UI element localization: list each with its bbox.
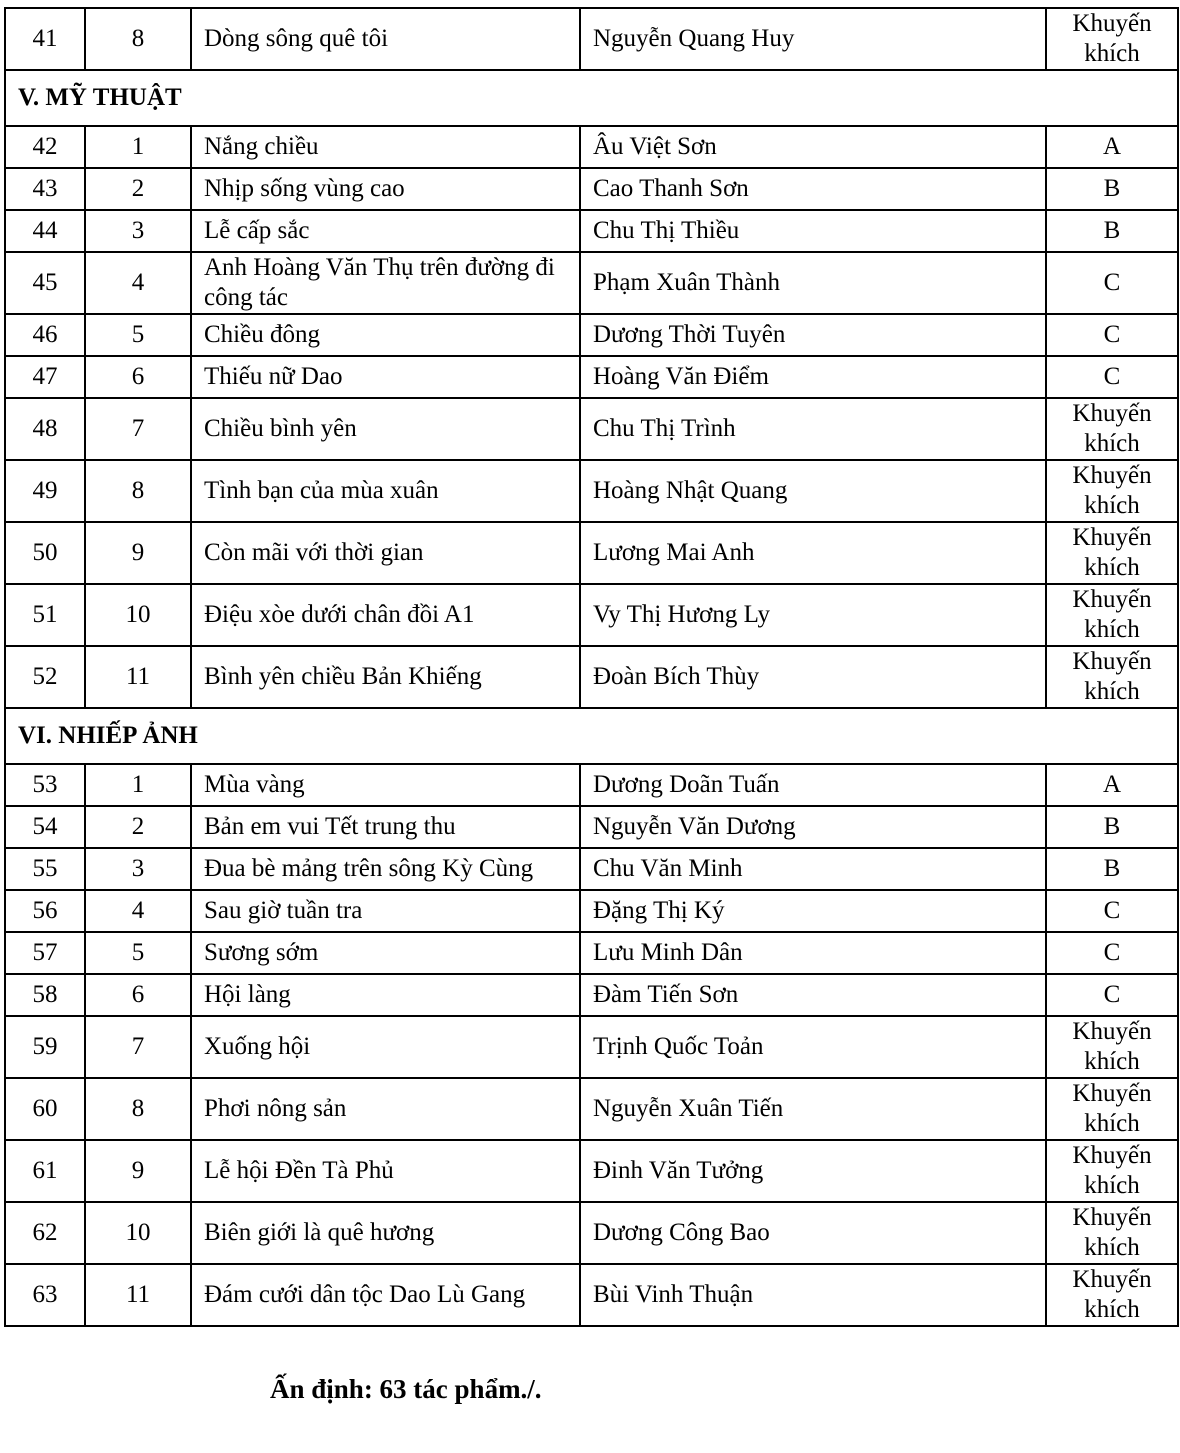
work-title-cell: Dòng sông quê tôi (191, 8, 580, 70)
author-name-cell: Đinh Văn Tưởng (580, 1140, 1046, 1202)
row-index-cell: 49 (5, 460, 85, 522)
row-index-cell: 42 (5, 126, 85, 168)
award-cell: C (1046, 356, 1178, 398)
section-number-cell: 6 (85, 974, 191, 1016)
section-number-cell: 1 (85, 126, 191, 168)
award-cell: C (1046, 890, 1178, 932)
section-header: VI. NHIẾP ẢNH (5, 708, 1178, 764)
row-index-cell: 46 (5, 314, 85, 356)
award-cell: Khuyến khích (1046, 1016, 1178, 1078)
award-cell: Khuyến khích (1046, 1078, 1178, 1140)
table-row (5, 848, 1178, 890)
table-row (5, 806, 1178, 848)
section-number-cell: 3 (85, 848, 191, 890)
award-cell: Khuyến khích (1046, 1202, 1178, 1264)
table-row (5, 210, 1178, 252)
section-number-cell: 10 (85, 584, 191, 646)
author-name-cell: Nguyễn Quang Huy (580, 8, 1046, 70)
section-number-cell: 8 (85, 460, 191, 522)
work-title-cell: Nhịp sống vùng cao (191, 168, 580, 210)
author-name-cell: Âu Việt Sơn (580, 126, 1046, 168)
section-number-cell: 8 (85, 8, 191, 70)
table-row (5, 126, 1178, 168)
work-title-cell: Thiếu nữ Dao (191, 356, 580, 398)
row-index-cell: 44 (5, 210, 85, 252)
row-index-cell: 51 (5, 584, 85, 646)
work-title-cell: Lễ hội Đền Tà Phủ (191, 1140, 580, 1202)
work-title-cell: Mùa vàng (191, 764, 580, 806)
author-name-cell: Trịnh Quốc Toản (580, 1016, 1046, 1078)
section-number-cell: 1 (85, 764, 191, 806)
section-header-row (5, 70, 1178, 126)
row-index-cell: 61 (5, 1140, 85, 1202)
row-index-cell: 63 (5, 1264, 85, 1326)
table-row (5, 356, 1178, 398)
work-title-cell: Điệu xòe dưới chân đồi A1 (191, 584, 580, 646)
author-name-cell: Nguyễn Xuân Tiến (580, 1078, 1046, 1140)
table-row (5, 8, 1178, 70)
author-name-cell: Nguyễn Văn Dương (580, 806, 1046, 848)
section-number-cell: 11 (85, 1264, 191, 1326)
total-works-note: Ấn định: 63 tác phẩm./. (270, 1374, 542, 1404)
table-row (5, 398, 1178, 460)
award-cell: Khuyến khích (1046, 398, 1178, 460)
award-cell: Khuyến khích (1046, 646, 1178, 708)
table-row (5, 522, 1178, 584)
award-cell: Khuyến khích (1046, 584, 1178, 646)
work-title-cell: Anh Hoàng Văn Thụ trên đường đi công tác (191, 252, 580, 314)
award-cell: Khuyến khích (1046, 1140, 1178, 1202)
author-name-cell: Hoàng Văn Điểm (580, 356, 1046, 398)
row-index-cell: 62 (5, 1202, 85, 1264)
work-title-cell: Bản em vui Tết trung thu (191, 806, 580, 848)
table-row (5, 646, 1178, 708)
table-row (5, 890, 1178, 932)
section-number-cell: 9 (85, 1140, 191, 1202)
author-name-cell: Đàm Tiến Sơn (580, 974, 1046, 1016)
work-title-cell: Bình yên chiều Bản Khiếng (191, 646, 580, 708)
table-row (5, 1140, 1178, 1202)
row-index-cell: 58 (5, 974, 85, 1016)
table-row (5, 314, 1178, 356)
section-number-cell: 4 (85, 890, 191, 932)
row-index-cell: 59 (5, 1016, 85, 1078)
row-index-cell: 41 (5, 8, 85, 70)
award-cell: Khuyến khích (1046, 1264, 1178, 1326)
author-name-cell: Hoàng Nhật Quang (580, 460, 1046, 522)
section-header: V. MỸ THUẬT (5, 70, 1178, 126)
author-name-cell: Đoàn Bích Thùy (580, 646, 1046, 708)
table-row (5, 974, 1178, 1016)
row-index-cell: 54 (5, 806, 85, 848)
author-name-cell: Dương Công Bao (580, 1202, 1046, 1264)
section-number-cell: 5 (85, 314, 191, 356)
award-cell: A (1046, 764, 1178, 806)
row-index-cell: 45 (5, 252, 85, 314)
row-index-cell: 55 (5, 848, 85, 890)
award-cell: B (1046, 210, 1178, 252)
work-title-cell: Còn mãi với thời gian (191, 522, 580, 584)
author-name-cell: Cao Thanh Sơn (580, 168, 1046, 210)
section-number-cell: 10 (85, 1202, 191, 1264)
work-title-cell: Hội làng (191, 974, 580, 1016)
award-cell: Khuyến khích (1046, 460, 1178, 522)
award-cell: B (1046, 168, 1178, 210)
section-number-cell: 2 (85, 168, 191, 210)
author-name-cell: Vy Thị Hương Ly (580, 584, 1046, 646)
award-cell: Khuyến khích (1046, 8, 1178, 70)
section-number-cell: 6 (85, 356, 191, 398)
table-row (5, 764, 1178, 806)
table-row (5, 584, 1178, 646)
row-index-cell: 50 (5, 522, 85, 584)
section-number-cell: 3 (85, 210, 191, 252)
table-row (5, 1202, 1178, 1264)
row-index-cell: 48 (5, 398, 85, 460)
table-row (5, 1078, 1178, 1140)
work-title-cell: Đám cưới dân tộc Dao Lù Gang (191, 1264, 580, 1326)
table-row (5, 252, 1178, 314)
award-cell: B (1046, 848, 1178, 890)
awards-table-body (5, 8, 1178, 1326)
row-index-cell: 52 (5, 646, 85, 708)
award-cell: A (1046, 126, 1178, 168)
table-row (5, 460, 1178, 522)
work-title-cell: Đua bè mảng trên sông Kỳ Cùng (191, 848, 580, 890)
table-row (5, 1264, 1178, 1326)
award-cell: C (1046, 314, 1178, 356)
table-row (5, 932, 1178, 974)
table-row (5, 168, 1178, 210)
section-number-cell: 2 (85, 806, 191, 848)
author-name-cell: Lương Mai Anh (580, 522, 1046, 584)
work-title-cell: Chiều đông (191, 314, 580, 356)
section-number-cell: 4 (85, 252, 191, 314)
author-name-cell: Dương Doãn Tuấn (580, 764, 1046, 806)
section-header-row (5, 708, 1178, 764)
section-number-cell: 9 (85, 522, 191, 584)
row-index-cell: 43 (5, 168, 85, 210)
section-number-cell: 5 (85, 932, 191, 974)
work-title-cell: Biên giới là quê hương (191, 1202, 580, 1264)
work-title-cell: Nắng chiều (191, 126, 580, 168)
work-title-cell: Sau giờ tuần tra (191, 890, 580, 932)
author-name-cell: Đặng Thị Ký (580, 890, 1046, 932)
row-index-cell: 60 (5, 1078, 85, 1140)
section-number-cell: 8 (85, 1078, 191, 1140)
author-name-cell: Bùi Vinh Thuận (580, 1264, 1046, 1326)
award-cell: Khuyến khích (1046, 522, 1178, 584)
work-title-cell: Sương sớm (191, 932, 580, 974)
award-cell: C (1046, 932, 1178, 974)
award-cell: B (1046, 806, 1178, 848)
row-index-cell: 53 (5, 764, 85, 806)
award-cell: C (1046, 974, 1178, 1016)
section-number-cell: 11 (85, 646, 191, 708)
work-title-cell: Xuống hội (191, 1016, 580, 1078)
award-cell: C (1046, 252, 1178, 314)
author-name-cell: Chu Văn Minh (580, 848, 1046, 890)
author-name-cell: Dương Thời Tuyên (580, 314, 1046, 356)
work-title-cell: Phơi nông sản (191, 1078, 580, 1140)
row-index-cell: 56 (5, 890, 85, 932)
author-name-cell: Chu Thị Thiều (580, 210, 1046, 252)
section-number-cell: 7 (85, 1016, 191, 1078)
row-index-cell: 57 (5, 932, 85, 974)
work-title-cell: Tình bạn của mùa xuân (191, 460, 580, 522)
work-title-cell: Lễ cấp sắc (191, 210, 580, 252)
author-name-cell: Chu Thị Trình (580, 398, 1046, 460)
section-number-cell: 7 (85, 398, 191, 460)
table-row (5, 1016, 1178, 1078)
author-name-cell: Phạm Xuân Thành (580, 252, 1046, 314)
author-name-cell: Lưu Minh Dân (580, 932, 1046, 974)
row-index-cell: 47 (5, 356, 85, 398)
work-title-cell: Chiều bình yên (191, 398, 580, 460)
awards-table (4, 7, 1179, 1327)
